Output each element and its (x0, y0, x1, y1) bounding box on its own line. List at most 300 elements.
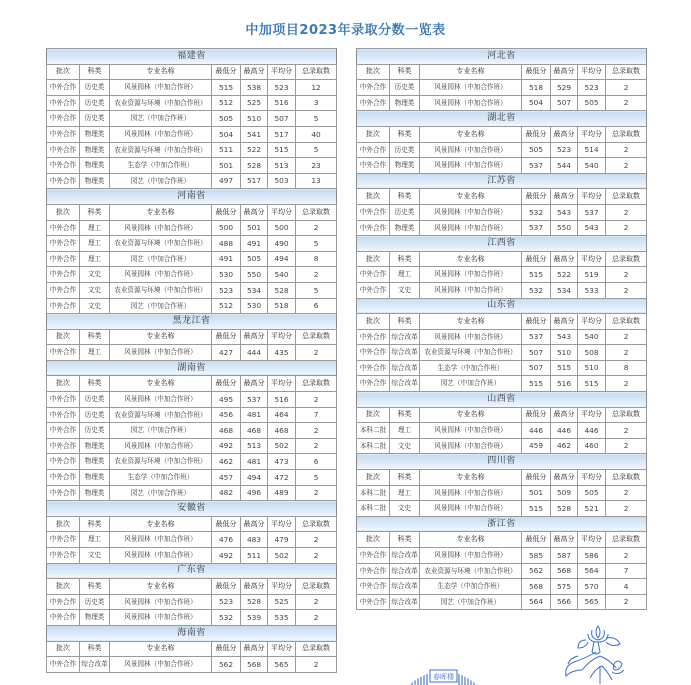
batch-cell: 中外合作 (357, 579, 390, 595)
min-score-cell: 537 (522, 158, 551, 174)
avg-score-cell: 468 (268, 423, 296, 439)
column-header-row (357, 314, 647, 330)
category-cell: 理工 (80, 251, 110, 267)
max-score-cell: 468 (241, 423, 268, 439)
total-admitted-cell: 2 (606, 95, 647, 111)
category-cell: 文史 (80, 298, 110, 314)
category-cell: 历史类 (390, 204, 420, 220)
table-row (357, 563, 647, 579)
table-row (47, 251, 337, 267)
category-cell: 物理类 (80, 485, 110, 501)
batch-cell: 本科二批 (357, 485, 390, 501)
column-header: 批次 (357, 251, 390, 267)
category-cell: 物理类 (390, 95, 420, 111)
category-cell: 历史类 (80, 407, 110, 423)
category-cell: 物理类 (80, 438, 110, 454)
category-cell: 理工 (390, 485, 420, 501)
major-cell: 风景园林（中加合作班） (420, 282, 522, 298)
max-score-cell: 501 (241, 220, 268, 236)
avg-score-cell: 505 (578, 485, 606, 501)
category-cell: 历史类 (80, 80, 110, 96)
batch-cell: 中外合作 (357, 220, 390, 236)
column-header-row (47, 376, 337, 392)
column-header: 最高分 (241, 204, 268, 220)
column-header: 总录取数 (296, 641, 337, 657)
min-score-cell: 456 (212, 407, 241, 423)
table-row (357, 423, 647, 439)
batch-cell: 中外合作 (357, 204, 390, 220)
avg-score-cell: 537 (578, 204, 606, 220)
column-header: 专业名称 (110, 641, 212, 657)
batch-cell: 本科二批 (357, 423, 390, 439)
province-header-row (357, 49, 647, 65)
table-row (47, 454, 337, 470)
table-row (47, 282, 337, 298)
column-header-row (357, 532, 647, 548)
major-cell: 园艺（中加合作班） (420, 594, 522, 610)
table-row (47, 392, 337, 408)
batch-cell: 中外合作 (357, 267, 390, 283)
major-cell: 风景园林（中加合作班） (420, 158, 522, 174)
column-header: 专业名称 (420, 314, 522, 330)
max-score-cell: 550 (551, 220, 578, 236)
column-header: 批次 (357, 532, 390, 548)
avg-score-cell: 543 (578, 220, 606, 236)
total-admitted-cell: 5 (296, 470, 337, 486)
column-header: 专业名称 (420, 251, 522, 267)
total-admitted-cell: 5 (296, 282, 337, 298)
column-header: 专业名称 (110, 516, 212, 532)
max-score-cell: 528 (241, 594, 268, 610)
lotus-icon (560, 620, 640, 685)
total-admitted-cell: 7 (296, 407, 337, 423)
page-title: 中加项目2023年录取分数一览表 (245, 23, 446, 38)
column-header-row (357, 189, 647, 205)
column-header: 总录取数 (296, 64, 337, 80)
column-header-row (47, 204, 337, 220)
column-header: 科类 (80, 204, 110, 220)
batch-cell: 中外合作 (47, 407, 80, 423)
column-header: 平均分 (268, 64, 296, 80)
major-cell: 生态学（中加合作班） (110, 158, 212, 174)
table-row (357, 204, 647, 220)
avg-score-cell: 565 (578, 594, 606, 610)
province-name: 山东省 (357, 298, 647, 314)
province-header-row (47, 49, 337, 65)
max-score-cell: 509 (551, 485, 578, 501)
max-score-cell: 462 (551, 438, 578, 454)
major-cell: 农业资源与环境（中加合作班） (110, 454, 212, 470)
total-admitted-cell: 2 (606, 329, 647, 345)
column-header: 总录取数 (606, 64, 647, 80)
column-header: 总录取数 (606, 470, 647, 486)
min-score-cell: 515 (212, 80, 241, 96)
column-header: 批次 (47, 204, 80, 220)
table-row (47, 173, 337, 189)
batch-cell: 中外合作 (47, 532, 80, 548)
min-score-cell: 504 (522, 95, 551, 111)
min-score-cell: 511 (212, 142, 241, 158)
table-row (47, 298, 337, 314)
major-cell: 风景园林（中加合作班） (110, 80, 212, 96)
avg-score-cell: 516 (268, 392, 296, 408)
min-score-cell: 457 (212, 470, 241, 486)
min-score-cell: 495 (212, 392, 241, 408)
column-header: 专业名称 (420, 407, 522, 423)
max-score-cell: 550 (241, 267, 268, 283)
table-row (47, 220, 337, 236)
table-row (47, 485, 337, 501)
major-cell: 生态学（中加合作班） (420, 579, 522, 595)
table-row (47, 610, 337, 626)
min-score-cell: 492 (212, 548, 241, 564)
major-cell: 风景园林（中加合作班） (420, 267, 522, 283)
total-admitted-cell: 2 (296, 345, 337, 361)
column-header: 专业名称 (420, 470, 522, 486)
total-admitted-cell: 2 (606, 594, 647, 610)
column-header: 最低分 (212, 641, 241, 657)
column-header: 最低分 (522, 532, 551, 548)
column-header: 最高分 (241, 641, 268, 657)
column-header: 科类 (80, 579, 110, 595)
avg-score-cell: 490 (268, 236, 296, 252)
min-score-cell: 562 (522, 563, 551, 579)
category-cell: 综合改革 (390, 376, 420, 392)
total-admitted-cell: 2 (606, 501, 647, 517)
min-score-cell: 491 (212, 251, 241, 267)
batch-cell: 中外合作 (47, 267, 80, 283)
column-header: 最高分 (241, 516, 268, 532)
column-header: 最高分 (241, 579, 268, 595)
column-header: 总录取数 (296, 329, 337, 345)
total-admitted-cell: 2 (606, 423, 647, 439)
table-row (47, 438, 337, 454)
total-admitted-cell: 2 (296, 392, 337, 408)
column-header: 科类 (390, 126, 420, 142)
category-cell: 历史类 (390, 142, 420, 158)
column-header: 总录取数 (606, 532, 647, 548)
avg-score-cell: 586 (578, 548, 606, 564)
avg-score-cell: 515 (268, 142, 296, 158)
total-admitted-cell: 2 (606, 142, 647, 158)
major-cell: 风景园林（中加合作班） (110, 220, 212, 236)
total-admitted-cell: 2 (296, 267, 337, 283)
major-cell: 风景园林（中加合作班） (110, 532, 212, 548)
min-score-cell: 523 (212, 282, 241, 298)
table-row (357, 282, 647, 298)
category-cell: 理工 (80, 345, 110, 361)
batch-cell: 中外合作 (357, 282, 390, 298)
batch-cell: 中外合作 (47, 454, 80, 470)
major-cell: 风景园林（中加合作班） (110, 594, 212, 610)
min-score-cell: 523 (212, 594, 241, 610)
column-header: 科类 (390, 64, 420, 80)
column-header: 科类 (80, 376, 110, 392)
right-column (356, 48, 646, 610)
batch-cell: 中外合作 (357, 80, 390, 96)
province-name: 河南省 (47, 189, 337, 205)
total-admitted-cell: 2 (296, 657, 337, 673)
column-header: 批次 (47, 579, 80, 595)
min-score-cell: 568 (522, 579, 551, 595)
avg-score-cell: 502 (268, 438, 296, 454)
min-score-cell: 505 (522, 142, 551, 158)
max-score-cell: 505 (241, 251, 268, 267)
min-score-cell: 468 (212, 423, 241, 439)
batch-cell: 本科二批 (357, 438, 390, 454)
table-row (47, 126, 337, 142)
major-cell: 生态学（中加合作班） (420, 360, 522, 376)
category-cell: 理工 (80, 236, 110, 252)
max-score-cell: 587 (551, 548, 578, 564)
table-row (357, 80, 647, 96)
total-admitted-cell: 2 (606, 204, 647, 220)
avg-score-cell: 516 (268, 95, 296, 111)
column-header: 专业名称 (420, 64, 522, 80)
total-admitted-cell: 2 (606, 267, 647, 283)
column-header: 批次 (47, 641, 80, 657)
admission-table-left (46, 48, 337, 673)
batch-cell: 中外合作 (357, 360, 390, 376)
batch-cell: 中外合作 (357, 345, 390, 361)
column-header: 最高分 (241, 329, 268, 345)
batch-cell: 中外合作 (47, 423, 80, 439)
min-score-cell: 504 (212, 126, 241, 142)
column-header: 科类 (390, 251, 420, 267)
column-header: 科类 (80, 64, 110, 80)
major-cell: 农业资源与环境（中加合作班） (110, 407, 212, 423)
total-admitted-cell: 2 (296, 485, 337, 501)
category-cell: 物理类 (80, 142, 110, 158)
category-cell: 物理类 (80, 454, 110, 470)
column-header: 最低分 (212, 204, 241, 220)
total-admitted-cell: 2 (606, 345, 647, 361)
min-score-cell: 537 (522, 220, 551, 236)
column-header: 批次 (47, 376, 80, 392)
avg-score-cell: 507 (268, 111, 296, 127)
major-cell: 风景园林（中加合作班） (420, 220, 522, 236)
major-cell: 风景园林（中加合作班） (110, 392, 212, 408)
batch-cell: 中外合作 (47, 220, 80, 236)
column-header: 最高分 (551, 407, 578, 423)
total-admitted-cell: 2 (606, 548, 647, 564)
max-score-cell: 530 (241, 298, 268, 314)
column-header: 专业名称 (420, 126, 522, 142)
category-cell: 物理类 (80, 173, 110, 189)
table-row (47, 142, 337, 158)
column-header: 科类 (80, 641, 110, 657)
category-cell: 综合改革 (390, 579, 420, 595)
category-cell: 物理类 (390, 158, 420, 174)
province-name: 湖北省 (357, 111, 647, 127)
column-header: 科类 (80, 329, 110, 345)
major-cell: 农业资源与环境（中加合作班） (110, 282, 212, 298)
column-header: 最高分 (551, 189, 578, 205)
province-name: 江苏省 (357, 173, 647, 189)
category-cell: 理工 (390, 423, 420, 439)
category-cell: 历史类 (390, 80, 420, 96)
province-name: 安徽省 (47, 501, 337, 517)
column-header: 平均分 (578, 189, 606, 205)
avg-score-cell: 564 (578, 563, 606, 579)
max-score-cell: 543 (551, 204, 578, 220)
avg-score-cell: 505 (578, 95, 606, 111)
column-header: 科类 (390, 470, 420, 486)
avg-score-cell: 528 (268, 282, 296, 298)
avg-score-cell: 517 (268, 126, 296, 142)
max-score-cell: 481 (241, 454, 268, 470)
min-score-cell: 497 (212, 173, 241, 189)
avg-score-cell: 473 (268, 454, 296, 470)
column-header: 最低分 (212, 376, 241, 392)
column-header: 最高分 (551, 126, 578, 142)
min-score-cell: 446 (522, 423, 551, 439)
province-name: 四川省 (357, 454, 647, 470)
column-header: 批次 (357, 470, 390, 486)
major-cell: 风景园林（中加合作班） (420, 95, 522, 111)
major-cell: 风景园林（中加合作班） (420, 142, 522, 158)
max-score-cell: 566 (551, 594, 578, 610)
max-score-cell: 568 (551, 563, 578, 579)
max-score-cell: 539 (241, 610, 268, 626)
column-header: 最高分 (551, 314, 578, 330)
major-cell: 农业资源与环境（中加合作班） (420, 563, 522, 579)
major-cell: 园艺（中加合作班） (110, 298, 212, 314)
total-admitted-cell: 2 (296, 438, 337, 454)
province-header-row (357, 516, 647, 532)
category-cell: 历史类 (80, 594, 110, 610)
avg-score-cell: 503 (268, 173, 296, 189)
major-cell: 风景园林（中加合作班） (110, 126, 212, 142)
table-row (357, 594, 647, 610)
batch-cell: 中外合作 (357, 376, 390, 392)
min-score-cell: 482 (212, 485, 241, 501)
major-cell: 风景园林（中加合作班） (420, 80, 522, 96)
province-header-row (47, 189, 337, 205)
major-cell: 园艺（中加合作班） (110, 251, 212, 267)
column-header-row (47, 64, 337, 80)
province-name: 海南省 (47, 625, 337, 641)
max-score-cell: 446 (551, 423, 578, 439)
column-header: 最低分 (522, 126, 551, 142)
table-row (47, 407, 337, 423)
major-cell: 农业资源与环境（中加合作班） (420, 345, 522, 361)
province-header-row (357, 173, 647, 189)
batch-cell: 中外合作 (47, 158, 80, 174)
admission-table-right (356, 48, 647, 610)
table-row (47, 95, 337, 111)
column-header: 科类 (390, 532, 420, 548)
major-cell: 风景园林（中加合作班） (110, 610, 212, 626)
total-admitted-cell: 23 (296, 158, 337, 174)
category-cell: 理工 (80, 220, 110, 236)
avg-score-cell: 508 (578, 345, 606, 361)
avg-score-cell: 533 (578, 282, 606, 298)
category-cell: 综合改革 (80, 657, 110, 673)
major-cell: 农业资源与环境（中加合作班） (110, 236, 212, 252)
category-cell: 综合改革 (390, 360, 420, 376)
category-cell: 历史类 (80, 423, 110, 439)
total-admitted-cell: 2 (606, 485, 647, 501)
column-header: 总录取数 (296, 204, 337, 220)
avg-score-cell: 502 (268, 548, 296, 564)
column-header: 最低分 (212, 579, 241, 595)
batch-cell: 中外合作 (47, 345, 80, 361)
max-score-cell: 575 (551, 579, 578, 595)
total-admitted-cell: 8 (296, 251, 337, 267)
striped-dome-emblem-icon (398, 660, 488, 685)
column-header: 平均分 (578, 314, 606, 330)
left-column (46, 48, 336, 673)
column-header: 批次 (47, 516, 80, 532)
batch-cell: 中外合作 (47, 236, 80, 252)
table-row (357, 438, 647, 454)
table-row (357, 267, 647, 283)
total-admitted-cell: 3 (296, 95, 337, 111)
avg-score-cell: 523 (268, 80, 296, 96)
total-admitted-cell: 2 (296, 610, 337, 626)
max-score-cell: 525 (241, 95, 268, 111)
avg-score-cell: 525 (268, 594, 296, 610)
province-header-row (47, 501, 337, 517)
max-score-cell: 513 (241, 438, 268, 454)
batch-cell: 中外合作 (47, 95, 80, 111)
batch-cell: 中外合作 (47, 548, 80, 564)
major-cell: 园艺（中加合作班） (110, 485, 212, 501)
batch-cell: 中外合作 (47, 282, 80, 298)
min-score-cell: 459 (522, 438, 551, 454)
max-score-cell: 543 (551, 329, 578, 345)
major-cell: 园艺（中加合作班） (110, 111, 212, 127)
max-score-cell: 510 (241, 111, 268, 127)
total-admitted-cell: 2 (296, 423, 337, 439)
total-admitted-cell: 12 (296, 80, 337, 96)
total-admitted-cell: 5 (296, 142, 337, 158)
category-cell: 文史 (80, 282, 110, 298)
major-cell: 风景园林（中加合作班） (420, 501, 522, 517)
column-header: 最高分 (241, 64, 268, 80)
total-admitted-cell: 6 (296, 454, 337, 470)
min-score-cell: 564 (522, 594, 551, 610)
min-score-cell: 492 (212, 438, 241, 454)
min-score-cell: 488 (212, 236, 241, 252)
column-header-row (47, 516, 337, 532)
table-row (357, 329, 647, 345)
max-score-cell: 534 (551, 282, 578, 298)
avg-score-cell: 540 (578, 158, 606, 174)
total-admitted-cell: 5 (296, 111, 337, 127)
table-row (357, 158, 647, 174)
batch-cell: 中外合作 (47, 438, 80, 454)
min-score-cell: 562 (212, 657, 241, 673)
column-header-row (47, 579, 337, 595)
major-cell: 风景园林（中加合作班） (420, 548, 522, 564)
min-score-cell: 500 (212, 220, 241, 236)
batch-cell: 中外合作 (47, 80, 80, 96)
major-cell: 园艺（中加合作班） (110, 423, 212, 439)
column-header: 总录取数 (606, 126, 647, 142)
category-cell: 历史类 (80, 111, 110, 127)
total-admitted-cell: 2 (606, 80, 647, 96)
min-score-cell: 515 (522, 501, 551, 517)
max-score-cell: 538 (241, 80, 268, 96)
table-row (47, 594, 337, 610)
column-header: 最低分 (212, 516, 241, 532)
column-header: 最高分 (551, 64, 578, 80)
avg-score-cell: 464 (268, 407, 296, 423)
max-score-cell: 528 (551, 501, 578, 517)
major-cell: 风景园林（中加合作班） (420, 423, 522, 439)
